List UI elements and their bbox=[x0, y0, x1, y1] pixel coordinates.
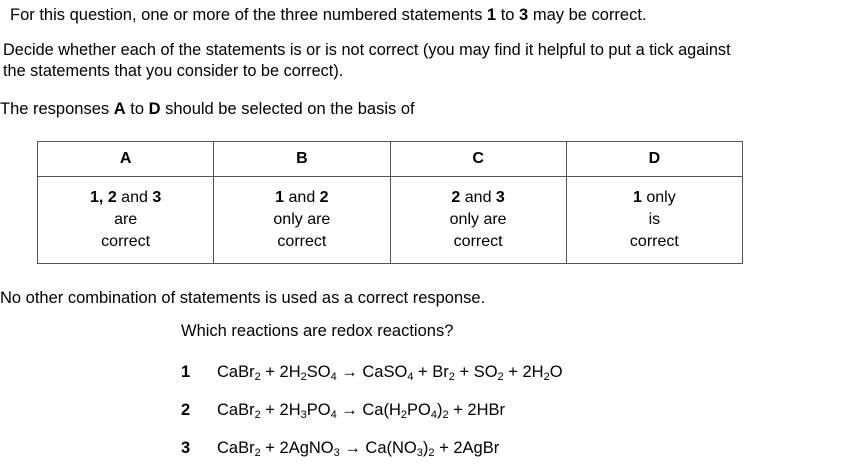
subscript: 2 bbox=[497, 371, 504, 383]
subscript: 3 bbox=[333, 447, 340, 459]
formula-text: + SO bbox=[454, 363, 498, 381]
connector-text: and bbox=[116, 189, 153, 206]
statement-number: 1 bbox=[181, 363, 191, 381]
instruction-line-4 bbox=[0, 99, 415, 119]
response-key-header-row bbox=[38, 142, 743, 177]
connector-text: and bbox=[284, 189, 320, 206]
subscript: 3 bbox=[300, 409, 307, 421]
bold-numbers: 3 bbox=[152, 189, 162, 206]
equation-text bbox=[217, 439, 499, 457]
response-cell-line: only are bbox=[273, 211, 331, 228]
response-key-table bbox=[37, 141, 743, 264]
bold-numbers: 2 bbox=[451, 189, 461, 206]
subscript: 2 bbox=[254, 409, 261, 421]
instruction-line-1 bbox=[10, 5, 647, 25]
response-letter-bold: D bbox=[148, 100, 161, 118]
statement-number-bold: 1 bbox=[486, 6, 497, 24]
connector-text: only bbox=[641, 189, 676, 206]
bold-numbers: 1 bbox=[633, 189, 642, 206]
subscript: 2 bbox=[254, 447, 261, 459]
subscript: 4 bbox=[430, 409, 437, 421]
subscript: 2 bbox=[400, 409, 408, 421]
formula-text: ) bbox=[436, 401, 443, 419]
subscript: 4 bbox=[330, 371, 337, 383]
formula-text: + 2H bbox=[260, 401, 301, 419]
formula-text: CaBr bbox=[217, 401, 255, 419]
subscript: 4 bbox=[407, 371, 414, 383]
subscript: 2 bbox=[300, 371, 307, 383]
subscript: 2 bbox=[428, 447, 435, 459]
formula-text: PO bbox=[407, 401, 431, 419]
response-cell-c bbox=[390, 177, 566, 264]
formula-text: PO bbox=[306, 401, 331, 419]
response-cell-d bbox=[566, 177, 742, 264]
response-cell-b bbox=[214, 177, 390, 264]
response-header-b: B bbox=[214, 142, 390, 177]
response-cell-line: is bbox=[648, 211, 661, 228]
statement-number: 3 bbox=[181, 439, 191, 457]
connector-text: and bbox=[460, 189, 496, 206]
statement-2 bbox=[181, 400, 505, 420]
formula-text: + 2HBr bbox=[448, 401, 506, 419]
subscript: 4 bbox=[330, 409, 337, 421]
response-cell-line bbox=[214, 187, 389, 209]
formula-text: + 2AgBr bbox=[434, 439, 500, 457]
response-cell-line: are bbox=[114, 211, 138, 228]
formula-text: ) bbox=[422, 439, 429, 457]
formula-text: + 2H bbox=[260, 363, 301, 381]
response-cell-line: correct bbox=[629, 233, 679, 250]
instruction-text: should be selected on the basis of bbox=[160, 100, 415, 118]
response-cell-line bbox=[38, 187, 213, 209]
bold-numbers: 2 bbox=[319, 189, 329, 206]
instruction-line-3: the statements that you consider to be correct). bbox=[3, 62, 344, 80]
statement-1 bbox=[181, 362, 563, 382]
equation-text bbox=[217, 363, 563, 381]
formula-text: → Ca(H bbox=[336, 401, 401, 419]
bold-numbers: 1, 2 bbox=[90, 189, 117, 206]
instruction-text: The responses bbox=[0, 100, 114, 118]
response-header-d: D bbox=[566, 142, 742, 177]
response-letter-bold: A bbox=[113, 100, 126, 118]
formula-text: CaBr bbox=[217, 439, 255, 457]
formula-text: CaBr bbox=[217, 363, 255, 381]
response-cell-line bbox=[567, 187, 742, 209]
bold-numbers: 1 bbox=[275, 189, 285, 206]
subscript: 2 bbox=[442, 409, 449, 421]
bold-numbers: 3 bbox=[495, 189, 505, 206]
response-header-c: C bbox=[390, 142, 566, 177]
response-cell-line: correct bbox=[101, 233, 151, 250]
formula-text: SO bbox=[306, 363, 331, 381]
response-cell-line: correct bbox=[453, 233, 503, 250]
subscript: 3 bbox=[416, 447, 423, 459]
instruction-line-2: Decide whether each of the statements is or is not correct (you may find it helpful to put a tick against bbox=[3, 41, 731, 59]
response-cell-line bbox=[391, 187, 566, 209]
response-header-a: A bbox=[38, 142, 214, 177]
instruction-text: to bbox=[496, 6, 520, 24]
response-cell-line: correct bbox=[277, 233, 327, 250]
question-text: Which reactions are redox reactions? bbox=[181, 322, 454, 340]
subscript: 2 bbox=[254, 371, 261, 383]
statement-number-bold: 3 bbox=[519, 6, 529, 24]
response-cell-a bbox=[38, 177, 214, 264]
formula-text: + 2AgNO bbox=[260, 439, 334, 457]
instruction-text: to bbox=[125, 100, 149, 118]
response-cell-line: only are bbox=[449, 211, 507, 228]
combination-note: No other combination of statements is used as a correct response. bbox=[0, 289, 486, 307]
formula-text: O bbox=[549, 363, 563, 381]
statement-3 bbox=[181, 438, 499, 458]
formula-text: → CaSO bbox=[336, 363, 408, 381]
formula-text: → Ca(NO bbox=[339, 439, 417, 457]
response-key-body-row bbox=[38, 177, 743, 264]
subscript: 2 bbox=[448, 371, 455, 383]
instruction-text: For this question, one or more of the three numbered statements bbox=[10, 6, 487, 24]
formula-text: + 2H bbox=[503, 363, 544, 381]
formula-text: + Br bbox=[413, 363, 449, 381]
subscript: 2 bbox=[543, 371, 550, 383]
instruction-text: may be correct. bbox=[528, 6, 647, 24]
equation-text bbox=[217, 401, 505, 419]
statement-number: 2 bbox=[181, 401, 191, 419]
